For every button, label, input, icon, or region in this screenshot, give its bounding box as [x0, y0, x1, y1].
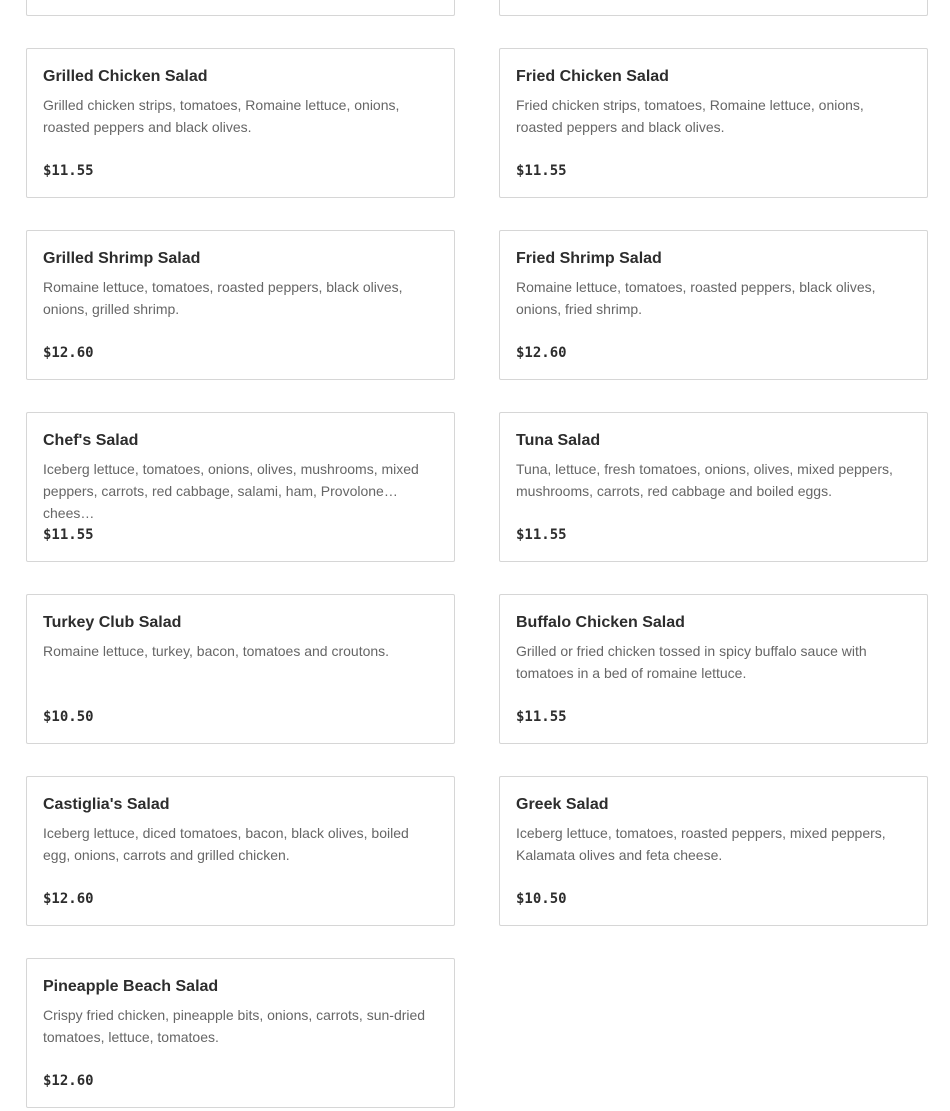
- menu-item-name: Buffalo Chicken Salad: [516, 614, 685, 631]
- menu-item-description: Iceberg lettuce, tomatoes, onions, olives, mushrooms, mixed peppers, carrots, red cabbage, salami, ham, Provolone chees…: [43, 461, 419, 521]
- menu-item-name: Fried Chicken Salad: [516, 68, 669, 85]
- menu-item-description: Fried chicken strips, tomatoes, Romaine lettuce, onions, roasted peppers and black olives.: [516, 97, 864, 135]
- menu-item-card[interactable]: [26, 776, 455, 926]
- menu-item-price: $10.50: [516, 891, 567, 907]
- menu-item-description: Iceberg lettuce, diced tomatoes, bacon, black olives, boiled egg, onions, carrots and grilled chicken.: [43, 825, 409, 863]
- menu-item-price: $11.55: [516, 709, 567, 725]
- menu-item-name: Tuna Salad: [516, 432, 601, 449]
- menu-item-card-partial: [499, 0, 928, 16]
- menu-item-price: $12.60: [43, 891, 94, 907]
- menu-item-description: Romaine lettuce, tomatoes, roasted peppers, black olives, onions, grilled shrimp.: [43, 279, 403, 317]
- menu-item-name: Chef's Salad: [43, 432, 139, 449]
- menu-item-price: $12.60: [43, 1073, 94, 1089]
- menu-item-price: $11.55: [516, 163, 567, 179]
- menu-item-description: Grilled chicken strips, tomatoes, Romaine lettuce, onions, roasted peppers and black olives.: [43, 97, 400, 135]
- menu-item-description: Iceberg lettuce, tomatoes, roasted peppers, mixed peppers, Kalamata olives and feta cheese.: [516, 825, 886, 863]
- menu-item-price: $11.55: [516, 527, 567, 543]
- menu-item-name: Grilled Shrimp Salad: [43, 250, 201, 267]
- menu-item-description: Tuna, lettuce, fresh tomatoes, onions, olives, mixed peppers, mushrooms, carrots, red cabbage and boiled eggs.: [516, 461, 893, 499]
- menu-item-description: Grilled or fried chicken tossed in spicy buffalo sauce with tomatoes in a bed of romaine lettuce.: [516, 643, 867, 681]
- menu-item-name: Greek Salad: [516, 796, 609, 813]
- menu-item-price: $12.60: [516, 345, 567, 361]
- menu-item-card[interactable]: [26, 48, 455, 198]
- menu-item-price: $10.50: [43, 709, 94, 725]
- menu-item-description: Crispy fried chicken, pineapple bits, onions, carrots, sun-dried tomatoes, lettuce, tomatoes.: [43, 1007, 426, 1045]
- menu-item-card[interactable]: [26, 958, 455, 1108]
- menu-item-description: Romaine lettuce, tomatoes, roasted peppers, black olives, onions, fried shrimp.: [516, 279, 876, 317]
- menu-items-grid: [26, 0, 928, 1108]
- menu-item-card[interactable]: [26, 230, 455, 380]
- menu-item-card[interactable]: [499, 412, 928, 562]
- menu-item-name: Grilled Chicken Salad: [43, 68, 208, 85]
- menu-item-name: Pineapple Beach Salad: [43, 978, 219, 995]
- menu-item-price: $11.55: [43, 527, 94, 543]
- menu-item-name: Castiglia's Salad: [43, 796, 170, 813]
- menu-item-price: $11.55: [43, 163, 94, 179]
- menu-item-card[interactable]: [26, 412, 455, 562]
- menu-item-card[interactable]: [499, 594, 928, 744]
- menu-item-card-partial: [26, 0, 455, 16]
- menu-item-card[interactable]: [26, 594, 455, 744]
- menu-item-name: Turkey Club Salad: [43, 614, 182, 631]
- menu-item-name: Fried Shrimp Salad: [516, 250, 662, 267]
- menu-item-card[interactable]: [499, 230, 928, 380]
- menu-item-description: Romaine lettuce, turkey, bacon, tomatoes and croutons.: [43, 643, 390, 659]
- menu-item-price: $12.60: [43, 345, 94, 361]
- menu-item-card[interactable]: [499, 48, 928, 198]
- menu-item-card[interactable]: [499, 776, 928, 926]
